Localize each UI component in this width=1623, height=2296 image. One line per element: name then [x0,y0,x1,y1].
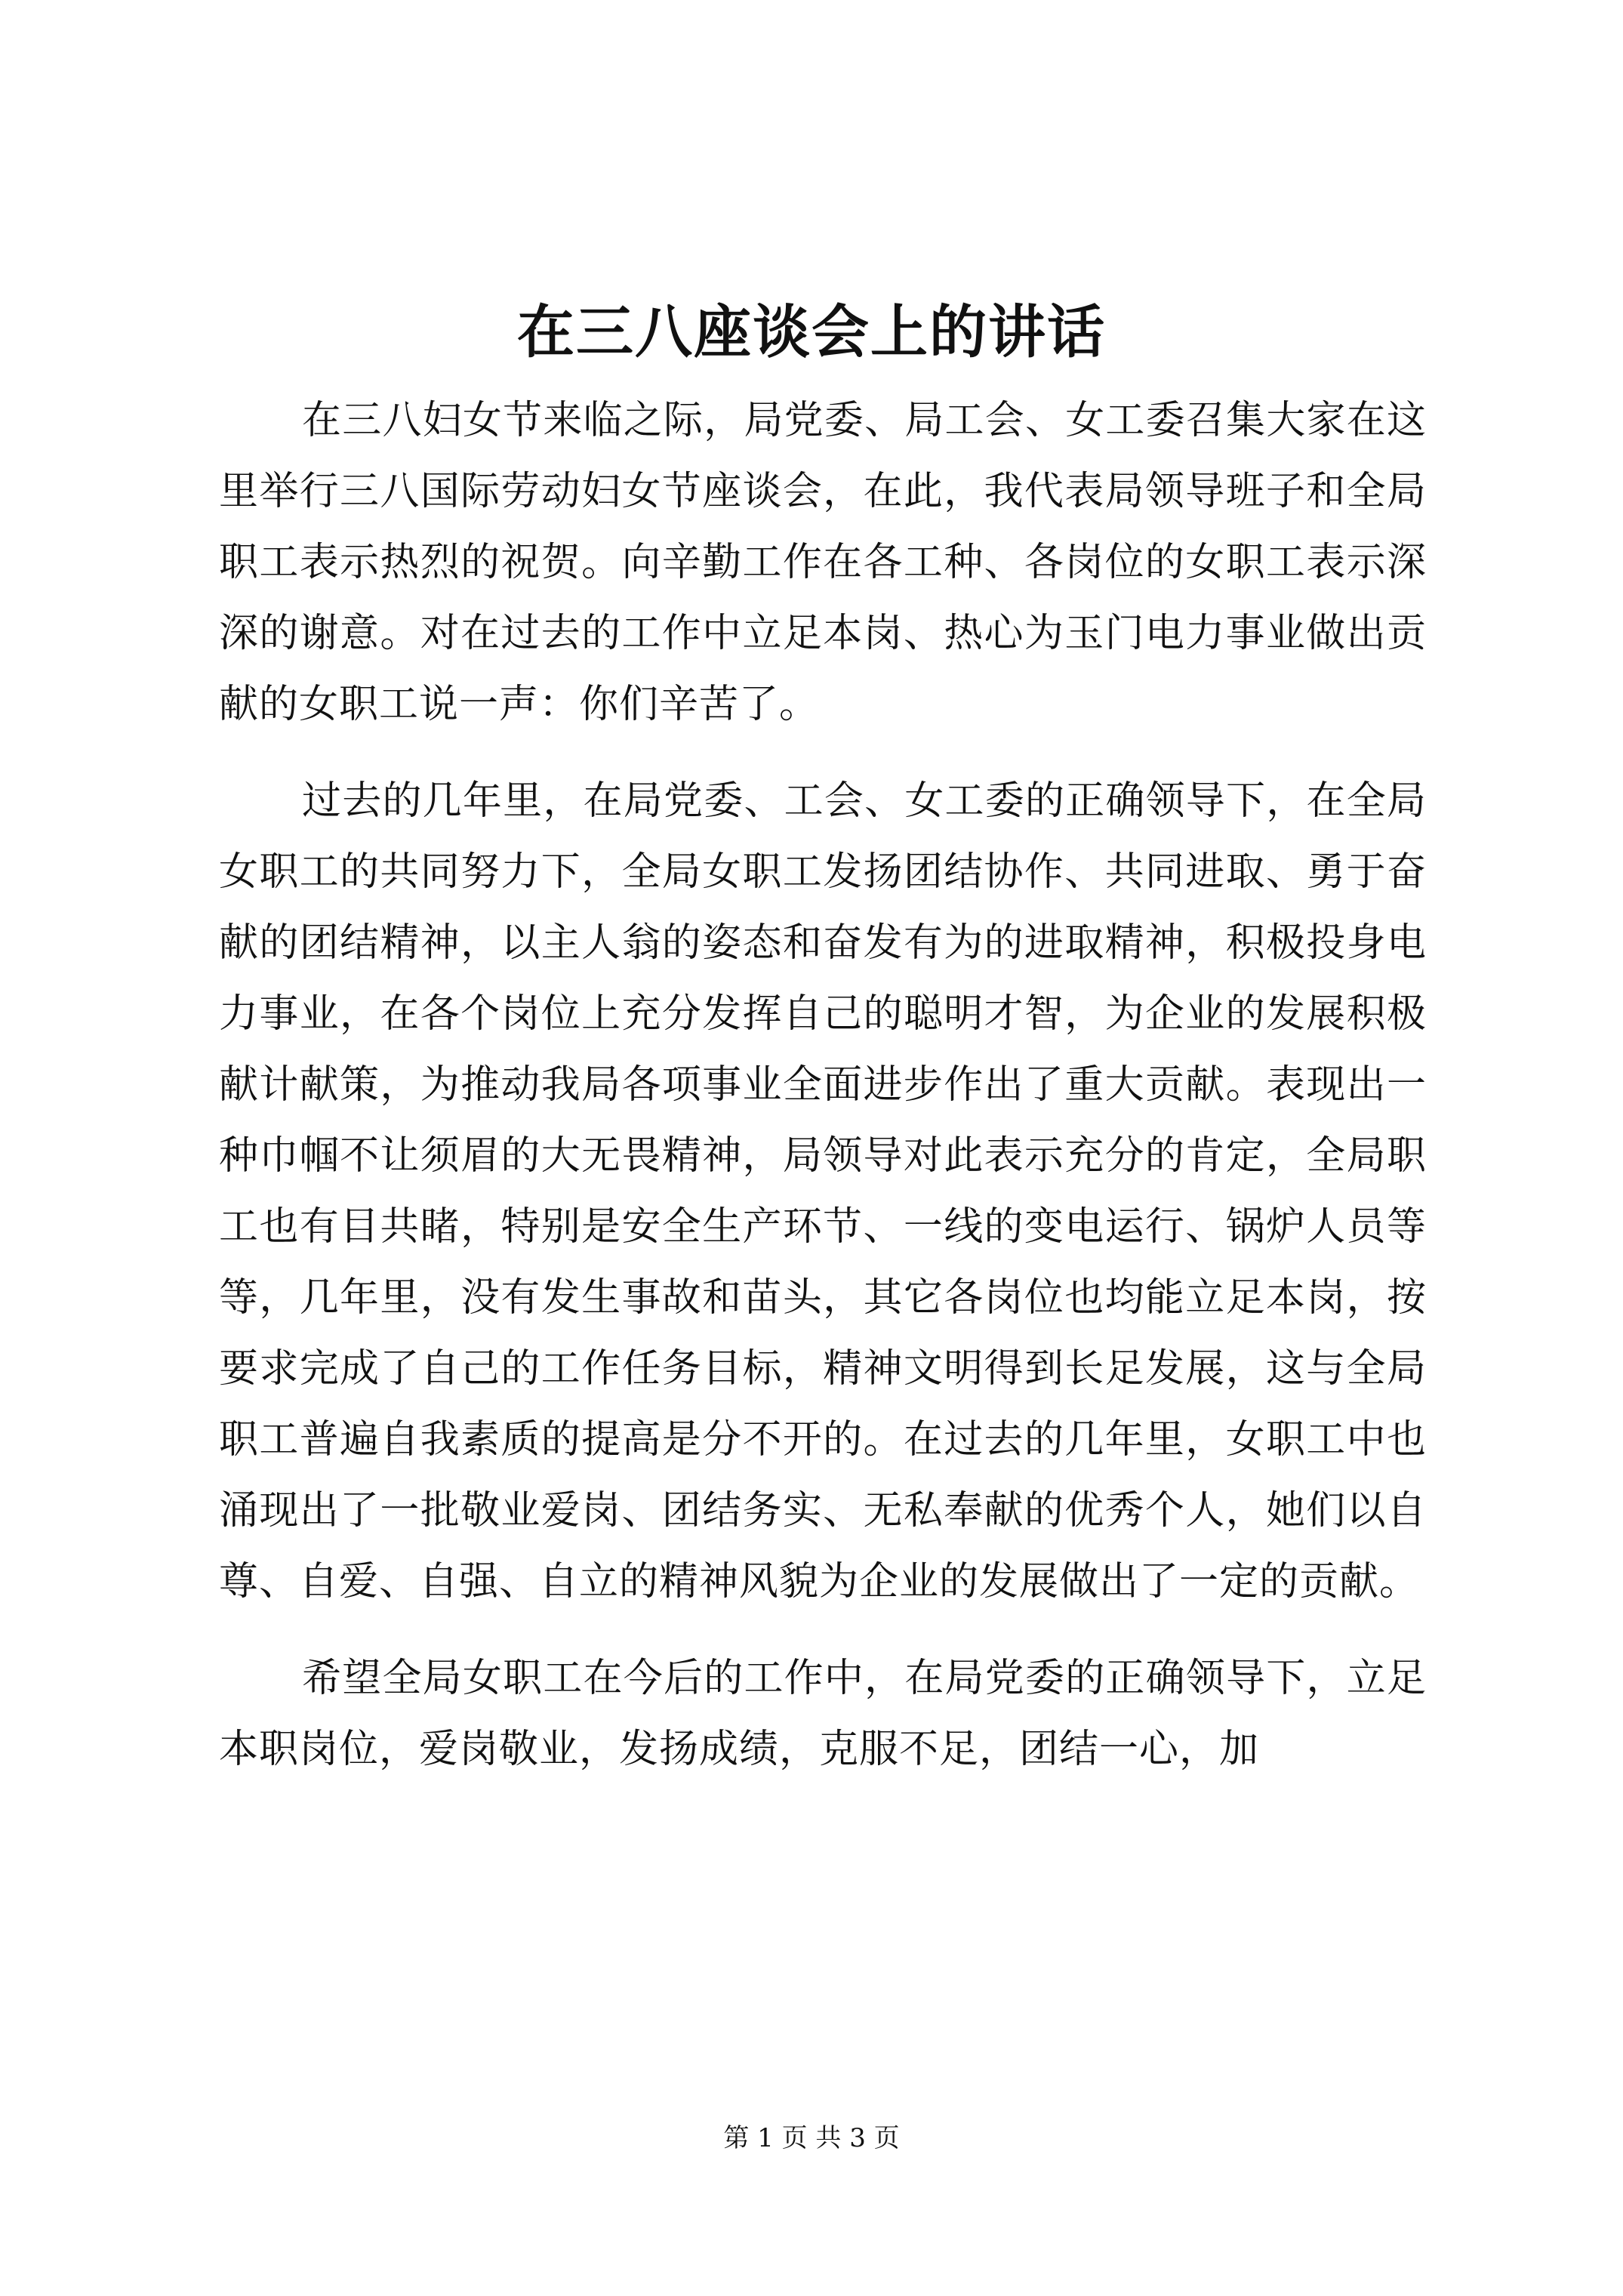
paragraph-1: 在三八妇女节来临之际，局党委、局工会、女工委召集大家在这里举行三八国际劳动妇女节座谈会，在此，我代表局领导班子和全局职工表示热烈的祝贺。向辛勤工作在各工种、各岗位的女职工表示深深的谢意。对在过去的工作中立足本岗、热心为玉门电力事业做出贡献的女职工说一声：你们辛苦了。 [219,398,1427,727]
page-footer: 第 1 页 共 3 页 [723,2123,900,2153]
paragraph-2: 过去的几年里，在局党委、工会、女工委的正确领导下，在全局女职工的共同努力下，全局女职工发扬团结协作、共同进取、勇于奋献的团结精神，以主人翁的姿态和奋发有为的进取精神，积极投身电力事业，在各个岗位上充分发挥自己的聪明才智，为企业的发展积极献计献策，为推动我局各项事业全面进步作出了重大贡献。表现出一种巾帼不让须眉的大无畏精神，局领导对此表示充分的肯定，全局职工也有目共睹，特别是安全生产环节、一线的变电运行、锅炉人员等等，几年里，没有发生事故和苗头，其它各岗位也均能立足本岗，按要求完成了自己的工作任务目标，精神文明得到长足发展，这与全局职工普遍自我素质的提高是分不开的。在过去的几年里，女职工中也涌现出了一批敬业爱岗、团结务实、无私奉献的优秀个人，她们以自尊、自爱、自强、自立的精神风貌为企业的发展做出了一定的贡献。 [219,778,1427,1604]
paragraph-3: 希望全局女职工在今后的工作中，在局党委的正确领导下，立足本职岗位，爱岗敬业，发扬成绩，克服不足，团结一心，加 [219,1656,1427,1772]
document-body [219,385,1427,1811]
document-title: 在三八座谈会上的讲话 [517,298,1106,365]
